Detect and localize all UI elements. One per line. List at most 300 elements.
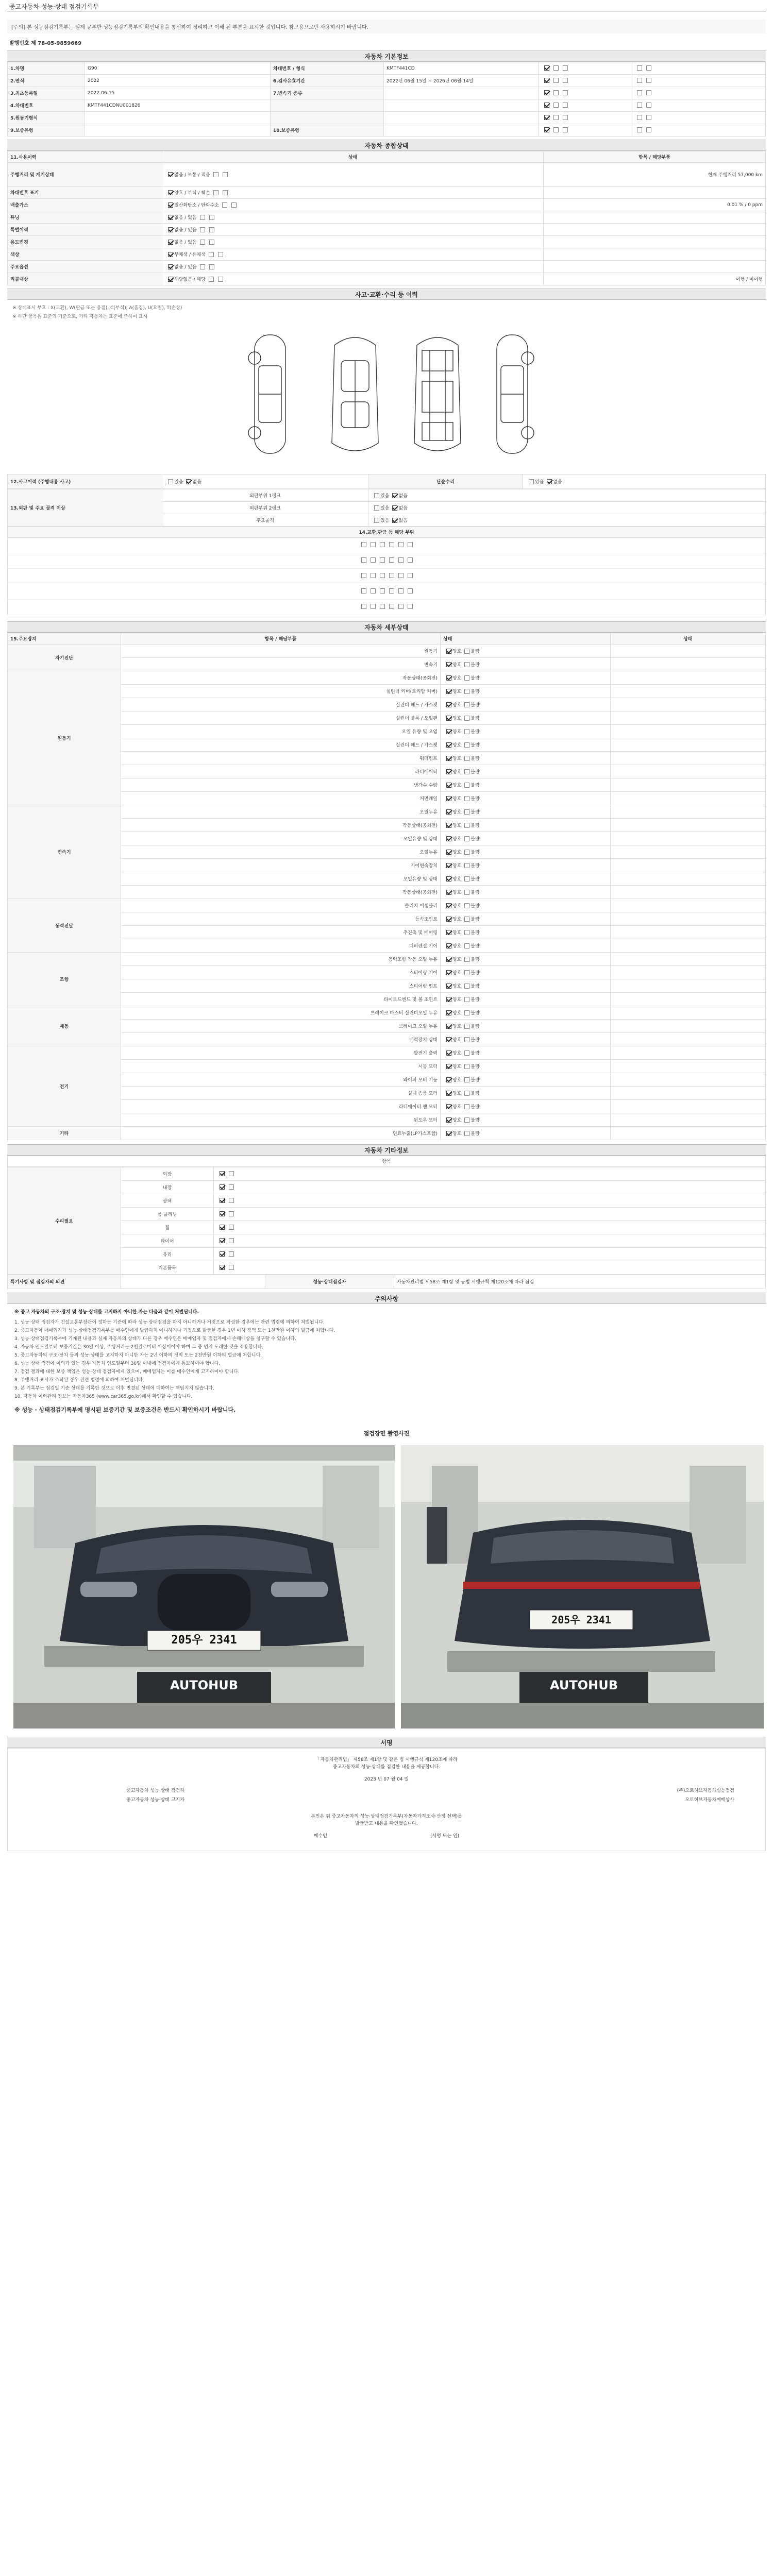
detail-item-state: 양호 불량	[441, 912, 611, 926]
checkbox-checked-icon[interactable]	[220, 1251, 225, 1257]
photo-caption: 점검장면 촬영사진	[363, 1430, 410, 1437]
checkbox-checked-icon[interactable]	[220, 1184, 225, 1190]
checkbox-icon[interactable]	[229, 1265, 234, 1270]
checkbox-icon[interactable]	[371, 557, 376, 563]
checkbox-icon[interactable]	[464, 957, 469, 962]
checkbox-icon[interactable]	[374, 505, 379, 511]
checkbox-checked-icon[interactable]	[446, 662, 451, 667]
checkbox-icon[interactable]	[200, 240, 205, 245]
sign-statement-2: 중고자동차의 성능·상태를 점검한 내용을 제공합니다.	[332, 1765, 441, 1770]
checkbox-checked-icon[interactable]	[446, 850, 451, 855]
sign-buyer-line: 매수인 (서명 또는 인)	[313, 1834, 460, 1839]
checkbox-checked-icon[interactable]	[446, 1037, 451, 1042]
other-row-options	[214, 1261, 766, 1275]
checkbox-icon[interactable]	[200, 264, 205, 269]
general-row-label: 리콜대상	[8, 273, 162, 285]
checkbox-checked-icon[interactable]	[168, 252, 173, 257]
checkbox-checked-icon[interactable]	[220, 1265, 225, 1270]
checkbox-icon[interactable]	[380, 588, 385, 594]
checkbox-icon[interactable]	[371, 542, 376, 547]
checkbox-checked-icon[interactable]	[446, 1077, 451, 1082]
checkbox-icon[interactable]	[637, 78, 642, 83]
area-row	[8, 538, 765, 553]
checkbox-icon[interactable]	[464, 970, 469, 975]
checkbox-icon[interactable]	[200, 227, 205, 232]
detail-item-state-2	[611, 1087, 766, 1100]
car-diagram-svg	[7, 319, 766, 474]
checkbox-icon[interactable]	[464, 876, 469, 882]
checkbox-checked-icon[interactable]	[168, 172, 173, 177]
detail-item-label: 타이로드엔드 및 볼 조인트	[121, 993, 441, 1006]
checkbox-icon[interactable]	[553, 78, 559, 83]
checkbox-icon[interactable]	[398, 557, 404, 563]
checkbox-checked-icon[interactable]	[446, 756, 451, 761]
checkbox-icon[interactable]	[464, 716, 469, 721]
checkbox-icon[interactable]	[223, 172, 228, 177]
checkbox-icon[interactable]	[464, 836, 469, 841]
checkbox-icon[interactable]	[398, 542, 404, 547]
section-caution-header: 주의사항	[7, 1293, 766, 1304]
caution-line: 9. 본 기록부는 점검일 기준 상태를 기록한 것으로 이후 변경된 상태에 대하여는 책임지지 않습니다.	[14, 1386, 214, 1391]
checkbox-icon[interactable]	[213, 190, 219, 195]
detail-item-state-2	[611, 671, 766, 685]
checkbox-checked-icon[interactable]	[446, 903, 451, 908]
detail-item-label: 커먼레일	[121, 792, 441, 805]
checkbox-checked-icon[interactable]	[446, 943, 451, 948]
checkbox-checked-icon[interactable]	[446, 716, 451, 721]
checkbox-icon[interactable]	[646, 65, 651, 71]
checkbox-icon[interactable]	[646, 90, 651, 95]
checkbox-icon[interactable]	[361, 557, 366, 563]
basic-row-label-2: 차대번호 / 형식	[271, 62, 384, 75]
checkbox-icon[interactable]	[563, 65, 568, 71]
checkbox-checked-icon[interactable]	[168, 215, 173, 220]
checkbox-icon[interactable]	[464, 1050, 469, 1056]
basic-row-options	[539, 62, 631, 75]
checkbox-checked-icon[interactable]	[544, 103, 549, 108]
checkbox-icon[interactable]	[209, 215, 214, 220]
checkbox-icon[interactable]	[218, 277, 223, 282]
caution-line: 6. 성능·상태 점검에 이의가 있는 경우 자동차 인도일부터 30일 이내에 점검자에게 통보하여야 합니다.	[14, 1361, 221, 1366]
area-row	[8, 569, 765, 584]
checkbox-icon[interactable]	[229, 1184, 234, 1190]
checkbox-checked-icon[interactable]	[446, 836, 451, 841]
checkbox-icon[interactable]	[464, 890, 469, 895]
panel-row-label: 외판부위 1랭크	[162, 489, 368, 502]
detail-item-label: 브레이크 오일 누유	[121, 1020, 441, 1033]
checkbox-icon[interactable]	[553, 65, 559, 71]
general-row-extra	[544, 236, 766, 248]
basic-row-options-2	[631, 62, 766, 75]
basic-row-value-2: KMTF441CD	[384, 62, 539, 75]
checkbox-icon[interactable]	[389, 588, 394, 594]
general-row-extra	[544, 248, 766, 261]
checkbox-checked-icon[interactable]	[446, 649, 451, 654]
detail-item-label: 변속기	[121, 658, 441, 671]
checkbox-icon[interactable]	[464, 930, 469, 935]
checkbox-checked-icon[interactable]	[446, 809, 451, 815]
checkbox-icon[interactable]	[380, 604, 385, 609]
checkbox-checked-icon[interactable]	[392, 505, 397, 511]
checkbox-icon[interactable]	[464, 1104, 469, 1109]
checkbox-icon[interactable]	[563, 127, 568, 132]
general-row-extra: 이행 / 미이행	[544, 273, 766, 285]
checkbox-icon[interactable]	[464, 675, 469, 681]
detail-item-state-2	[611, 685, 766, 698]
detail-item-label: 오일 유량 및 오염	[121, 725, 441, 738]
checkbox-checked-icon[interactable]	[446, 689, 451, 694]
checkbox-checked-icon[interactable]	[168, 240, 173, 245]
checkbox-icon[interactable]	[229, 1251, 234, 1257]
checkbox-checked-icon[interactable]	[392, 493, 397, 498]
checkbox-icon[interactable]	[361, 573, 366, 578]
basic-row-value: 2022	[85, 75, 271, 87]
checkbox-checked-icon[interactable]	[168, 277, 173, 282]
general-row-state: 없음 / 있음	[162, 261, 544, 273]
checkbox-icon[interactable]	[389, 604, 394, 609]
checkbox-checked-icon[interactable]	[446, 1024, 451, 1029]
basic-row-value	[85, 112, 271, 124]
checkbox-icon[interactable]	[209, 252, 214, 257]
basic-info-table	[7, 62, 766, 137]
checkbox-checked-icon[interactable]	[446, 984, 451, 989]
checkbox-icon[interactable]	[229, 1238, 234, 1243]
general-row-state: 일산화탄소 / 탄화수소	[162, 199, 544, 211]
section-basic-header: 자동차 기본정보	[7, 50, 766, 62]
simple-repair-label: 단순수리	[368, 474, 523, 489]
section-detail-header: 자동차 세부상태	[7, 621, 766, 633]
general-row-extra	[544, 261, 766, 273]
checkbox-icon[interactable]	[464, 742, 469, 748]
detail-item-label: 배력장치 상태	[121, 1033, 441, 1046]
checkbox-icon[interactable]	[371, 573, 376, 578]
checkbox-checked-icon[interactable]	[168, 190, 173, 195]
checkbox-icon[interactable]	[464, 1037, 469, 1042]
checkbox-icon[interactable]	[229, 1198, 234, 1203]
detail-item-label: 스티어링 기어	[121, 966, 441, 979]
checkbox-checked-icon[interactable]	[446, 930, 451, 935]
section-accident-header: 사고·교환·수리 등 이력	[7, 289, 766, 300]
checkbox-icon[interactable]	[209, 277, 214, 282]
panel-row-options: 있음 없음	[368, 489, 766, 502]
detail-item-label: 오일유량 및 상태	[121, 832, 441, 845]
detail-item-state: 양호 불량	[441, 966, 611, 979]
checkbox-icon[interactable]	[380, 542, 385, 547]
checkbox-icon[interactable]	[361, 604, 366, 609]
checkbox-icon[interactable]	[229, 1225, 234, 1230]
detail-item-label: 라디에이터	[121, 765, 441, 778]
checkbox-checked-icon[interactable]	[544, 65, 549, 71]
detail-item-state: 양호 불량	[441, 1087, 611, 1100]
checkbox-checked-icon[interactable]	[220, 1211, 225, 1216]
checkbox-icon[interactable]	[637, 127, 642, 132]
checkbox-icon[interactable]	[361, 588, 366, 594]
checkbox-checked-icon[interactable]	[168, 227, 173, 232]
car-right-side-icon	[497, 335, 534, 453]
detail-item-label: 냉각수 수량	[121, 778, 441, 792]
detail-item-label: 브레이크 마스터 실린더오일 누유	[121, 1006, 441, 1020]
checkbox-icon[interactable]	[209, 264, 214, 269]
checkbox-icon[interactable]	[374, 493, 379, 498]
checkbox-icon[interactable]	[464, 1131, 469, 1136]
detail-item-state-2	[611, 725, 766, 738]
checkbox-icon[interactable]	[464, 769, 469, 774]
basic-row-label: 4.차대번호	[8, 99, 85, 112]
checkbox-icon[interactable]	[464, 1064, 469, 1069]
detail-item-state-2	[611, 872, 766, 886]
checkbox-checked-icon[interactable]	[446, 890, 451, 895]
detail-group-name: 변속기	[8, 805, 121, 899]
checkbox-icon[interactable]	[408, 588, 413, 594]
checkbox-checked-icon[interactable]	[446, 1050, 451, 1056]
checkbox-icon[interactable]	[464, 903, 469, 908]
photo-area	[7, 1440, 766, 1728]
basic-row-label-2: 7.변속기 종류	[271, 87, 384, 99]
checkbox-icon[interactable]	[637, 115, 642, 120]
checkbox-checked-icon[interactable]	[446, 675, 451, 681]
detail-item-state: 양호 불량	[441, 886, 611, 899]
checkbox-checked-icon[interactable]	[446, 863, 451, 868]
general-row-label: 색상	[8, 248, 162, 261]
checkbox-checked-icon[interactable]	[544, 115, 549, 120]
checkbox-checked-icon[interactable]	[446, 997, 451, 1002]
checkbox-icon[interactable]	[209, 240, 214, 245]
checkbox-icon[interactable]	[380, 557, 385, 563]
section-general-header: 자동차 종합상태	[7, 140, 766, 151]
checkbox-icon[interactable]	[389, 542, 394, 547]
checkbox-icon[interactable]	[464, 662, 469, 667]
caution-line: 1. 성능·상태 점검자가 건설교통부장관이 정하는 기준에 따라 성능·상태점검을 하지 아니하거나 거짓으로 작성한 경우에는 관련 법령에 의하여 처벌됩니다.	[14, 1320, 325, 1325]
checkbox-icon[interactable]	[563, 90, 568, 95]
checkbox-checked-icon[interactable]	[220, 1225, 225, 1230]
checkbox-checked-icon	[186, 479, 191, 484]
front-photo	[13, 1445, 395, 1728]
checkbox-checked-icon[interactable]	[446, 1010, 451, 1015]
checkbox-checked-icon[interactable]	[168, 264, 173, 269]
checkbox-icon[interactable]	[408, 542, 413, 547]
detail-item-state-2	[611, 819, 766, 832]
checkbox-icon[interactable]	[361, 542, 366, 547]
checkbox-icon[interactable]	[464, 756, 469, 761]
basic-row-value: G90	[85, 62, 271, 75]
checkbox-checked-icon[interactable]	[220, 1238, 225, 1243]
checkbox-icon[interactable]	[380, 573, 385, 578]
checkbox-icon[interactable]	[464, 850, 469, 855]
detail-col-item: 항목 / 해당부품	[121, 633, 441, 645]
detail-item-state-2	[611, 859, 766, 872]
checkbox-icon[interactable]	[464, 1024, 469, 1029]
checkbox-checked-icon[interactable]	[446, 783, 451, 788]
checkbox-checked-icon[interactable]	[446, 823, 451, 828]
detail-item-state-2	[611, 698, 766, 711]
checkbox-icon[interactable]	[398, 588, 404, 594]
other-row-label: 타이어	[121, 1234, 214, 1248]
basic-row-label-2: 10.보증유형	[271, 124, 384, 137]
checkbox-icon[interactable]	[464, 689, 469, 694]
checkbox-icon[interactable]	[229, 1171, 234, 1176]
basic-row-value-2	[384, 112, 539, 124]
checkbox-icon[interactable]	[464, 984, 469, 989]
checkbox-icon[interactable]	[200, 215, 205, 220]
checkbox-checked-icon[interactable]	[446, 769, 451, 774]
basic-row-label: 9.보증유형	[8, 124, 85, 137]
accident-history-label: 12.사고이력 (주행내용 사고)	[8, 474, 162, 489]
checkbox-checked-icon[interactable]	[446, 1104, 451, 1109]
detail-item-label: 원동기	[121, 645, 441, 658]
other-row-options	[214, 1181, 766, 1194]
checkbox-icon[interactable]	[646, 127, 651, 132]
basic-row-label-2	[271, 112, 384, 124]
detail-item-state: 양호 불량	[441, 698, 611, 711]
other-header: 항목	[7, 1156, 766, 1167]
checkbox-icon[interactable]	[637, 103, 642, 108]
checkbox-icon[interactable]	[553, 127, 559, 132]
detail-item-label: 등속조인트	[121, 912, 441, 926]
car-left-side-icon	[248, 335, 285, 453]
basic-row-options	[539, 124, 631, 137]
checkbox-icon[interactable]	[408, 557, 413, 563]
panel-label: 13.외판 및 주요 골격 이상	[8, 489, 162, 527]
checkbox-icon[interactable]	[408, 573, 413, 578]
detail-item-label: 오일유량 및 상태	[121, 872, 441, 886]
checkbox-icon[interactable]	[646, 78, 651, 83]
general-row-state: 양호 / 부식 / 훼손	[162, 187, 544, 199]
car-top-view-icon	[332, 337, 378, 451]
checkbox-icon[interactable]	[464, 863, 469, 868]
general-row-label: 튜닝	[8, 211, 162, 224]
checkbox-icon[interactable]	[389, 573, 394, 578]
checkbox-icon[interactable]	[464, 1077, 469, 1082]
checkbox-icon[interactable]	[563, 78, 568, 83]
checkbox-icon[interactable]	[637, 90, 642, 95]
checkbox-icon[interactable]	[563, 103, 568, 108]
checkbox-checked-icon[interactable]	[220, 1171, 225, 1176]
other-row-options	[214, 1221, 766, 1234]
detail-group-name: 조향	[8, 953, 121, 1006]
checkbox-checked-icon[interactable]	[220, 1198, 225, 1203]
checkbox-checked-icon[interactable]	[446, 1064, 451, 1069]
detail-item-state-2	[611, 966, 766, 979]
detail-item-label: 실린더 헤드 / 가스켓	[121, 738, 441, 752]
basic-row-label: 1.차명	[8, 62, 85, 75]
area-grid	[7, 538, 766, 615]
checkbox-icon[interactable]	[464, 729, 469, 734]
special-table	[7, 1275, 766, 1289]
checkbox-icon[interactable]	[464, 1010, 469, 1015]
checkbox-icon[interactable]	[464, 917, 469, 922]
detail-item-label: 작동상태(공회전)	[121, 886, 441, 899]
checkbox-checked-icon[interactable]	[446, 1091, 451, 1096]
area-row	[8, 600, 765, 615]
checkbox-icon[interactable]	[231, 202, 237, 208]
checkbox-icon[interactable]	[222, 202, 227, 208]
area-row	[8, 553, 765, 569]
checkbox-icon[interactable]	[464, 943, 469, 948]
checkbox-checked-icon[interactable]	[392, 518, 397, 523]
basic-row-value-2	[384, 124, 539, 137]
checkbox-checked-icon[interactable]	[446, 1117, 451, 1123]
basic-row-value-2: 2022년 06월 15일 ~ 2026년 06월 14일	[384, 75, 539, 87]
general-row-extra	[544, 187, 766, 199]
checkbox-checked-icon[interactable]	[544, 90, 549, 95]
checkbox-icon[interactable]	[371, 588, 376, 594]
detail-item-label: 실린더 헤드 / 가스켓	[121, 698, 441, 711]
checkbox-icon[interactable]	[464, 649, 469, 654]
checkbox-checked-icon[interactable]	[446, 1131, 451, 1136]
basic-row-label: 2.연식	[8, 75, 85, 87]
detail-item-state-2	[611, 1006, 766, 1020]
checkbox-icon[interactable]	[408, 604, 413, 609]
checkbox-icon[interactable]	[218, 252, 223, 257]
checkbox-icon[interactable]	[374, 518, 379, 523]
checkbox-icon[interactable]	[223, 190, 228, 195]
checkbox-checked-icon[interactable]	[446, 702, 451, 707]
detail-item-label: 디퍼렌셜 기어	[121, 939, 441, 953]
basic-row-options	[539, 99, 631, 112]
checkbox-icon[interactable]	[209, 227, 214, 232]
detail-item-state-2	[611, 1046, 766, 1060]
detail-item-state: 양호 불량	[441, 658, 611, 671]
checkbox-icon[interactable]	[464, 783, 469, 788]
special-label: 특기사항 및 점검자의 의견	[8, 1275, 121, 1289]
sign-notifier-label: 중고자동차 성능·상태 고지자	[126, 1798, 184, 1803]
checkbox-icon[interactable]	[553, 115, 559, 120]
detail-item-state-2	[611, 711, 766, 725]
checkbox-icon[interactable]	[464, 997, 469, 1002]
checkbox-icon[interactable]	[464, 796, 469, 801]
checkbox-icon[interactable]	[398, 573, 404, 578]
detail-item-state: 양호 불량	[441, 671, 611, 685]
checkbox-icon[interactable]	[213, 172, 219, 177]
checkbox-checked-icon[interactable]	[446, 957, 451, 962]
detail-item-state: 양호 불량	[441, 778, 611, 792]
checkbox-icon[interactable]	[371, 604, 376, 609]
checkbox-icon[interactable]	[646, 115, 651, 120]
detail-item-state-2	[611, 993, 766, 1006]
checkbox-icon[interactable]	[229, 1211, 234, 1216]
simple-repair-value: 있음 없음	[523, 474, 766, 489]
detail-item-label: 오일누유	[121, 845, 441, 859]
checkbox-checked-icon[interactable]	[446, 876, 451, 882]
caution-emphasis: ※ 성능 · 상태점검기록부에 명시된 보증기간 및 보증조건은 반드시 확인하시기 바랍니다.	[14, 1406, 236, 1413]
front-plate: 205우 2341	[171, 1634, 237, 1647]
checkbox-icon[interactable]	[398, 604, 404, 609]
checkbox-icon[interactable]	[637, 65, 642, 71]
checkbox-icon[interactable]	[553, 90, 559, 95]
checkbox-icon[interactable]	[553, 103, 559, 108]
checkbox-icon[interactable]	[464, 702, 469, 707]
checkbox-checked-icon[interactable]	[446, 970, 451, 975]
checkbox-icon[interactable]	[563, 115, 568, 120]
checkbox-checked-icon[interactable]	[446, 742, 451, 748]
checkbox-icon[interactable]	[464, 809, 469, 815]
checkbox-checked-icon[interactable]	[544, 78, 549, 83]
checkbox-icon[interactable]	[464, 1091, 469, 1096]
checkbox-checked-icon[interactable]	[446, 917, 451, 922]
checkbox-icon[interactable]	[464, 1117, 469, 1123]
detail-item-label: 추진축 및 베어링	[121, 926, 441, 939]
checkbox-checked-icon[interactable]	[544, 127, 549, 132]
checkbox-checked-icon[interactable]	[446, 796, 451, 801]
checkbox-icon[interactable]	[389, 557, 394, 563]
other-row-label: 광택	[121, 1194, 214, 1208]
detail-item-state: 양호 불량	[441, 1073, 611, 1087]
checkbox-checked-icon[interactable]	[168, 202, 173, 208]
checkbox-icon[interactable]	[464, 823, 469, 828]
panel-row-options: 있음 없음	[368, 514, 766, 527]
checkbox-icon[interactable]	[646, 103, 651, 108]
checkbox-checked-icon[interactable]	[446, 729, 451, 734]
